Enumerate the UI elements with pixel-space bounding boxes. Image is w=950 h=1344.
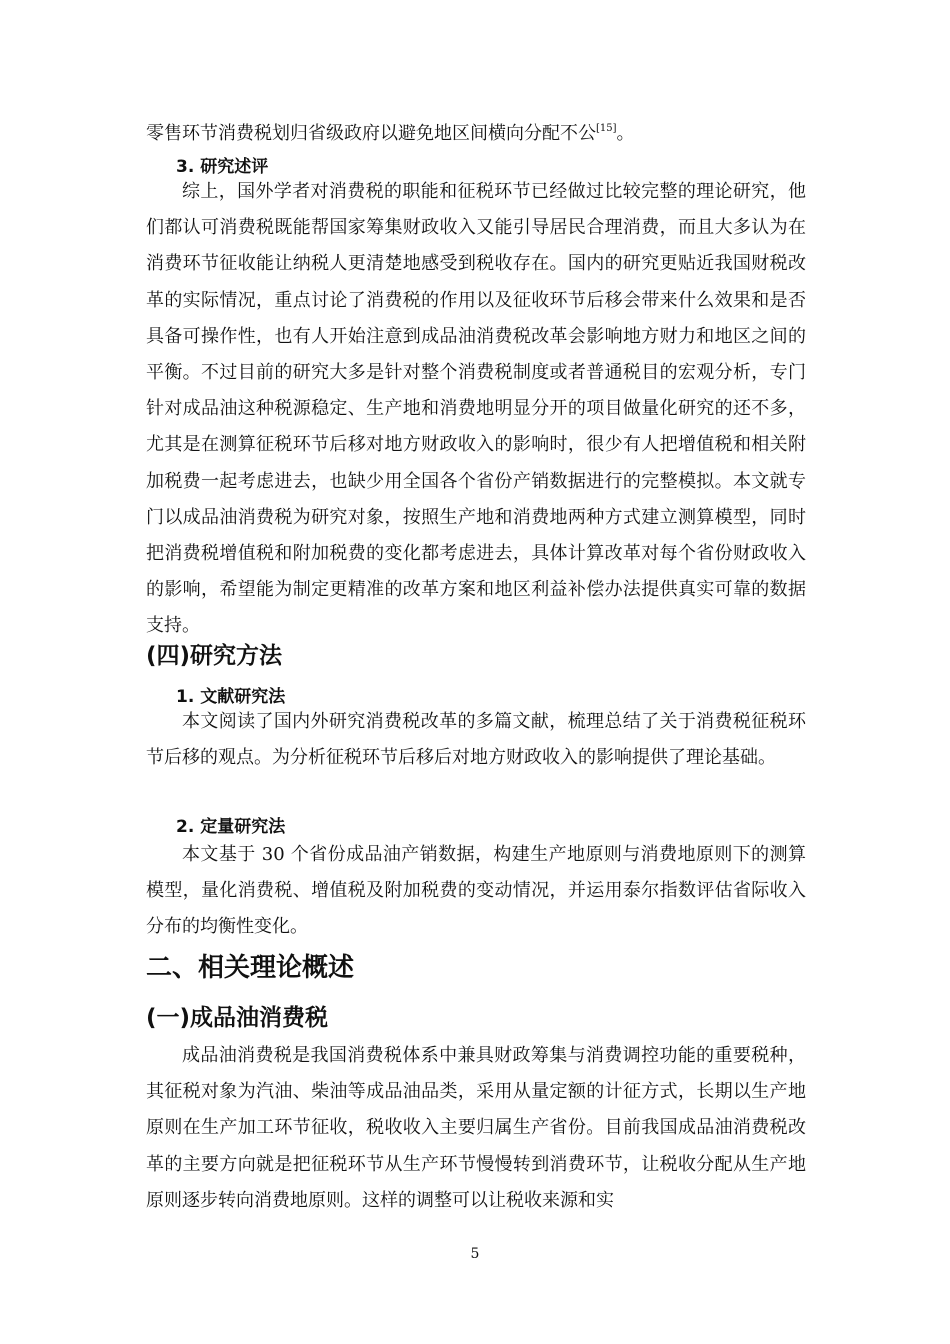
section-heading: (一)成品油消费税 — [146, 1005, 329, 1031]
oil-tax-paragraph: 成品油消费税是我国消费税体系中兼具财政筹集与消费调控功能的重要税种，其征税对象为汽油、柴油等成品油品类，采用从量定额的计征方式，长期以生产地原则在生产加工环节征收，税收收入主要归属生产省份。目前我国成品油消费税改革的主要方向就是把征税环节从生产环节慢慢转到消费环节，让税收分配从生产地原则逐步转向消费地原则。这样的调整可以让税收来源和实 — [146, 1045, 806, 1211]
chapter-heading: 二、相关理论概述 — [146, 953, 355, 983]
top-paragraph-text: 零售环节消费税划归省级政府以避免地区间横向分配不公 — [146, 123, 596, 144]
page-number: 5 — [470, 1246, 480, 1262]
top-paragraph-end: 。 — [616, 123, 635, 144]
top-paragraph — [146, 116, 806, 152]
review-paragraph: 综上，国外学者对消费税的职能和征税环节已经做过比较完整的理论研究，他们都认可消费税既能帮国家筹集财政收入又能引导居民合理消费，而且大多认为在消费环节征收能让纳税人更清楚地感受到税收存在。国内的研究更贴近我国财税改革的实际情况，重点讨论了消费税的作用以及征收环节后移会带来什么效果和是否具备可操作性，也有人开始注意到成品油消费税改革会影响地方财力和地区之间的平衡。不过目前的研究大多是针对整个消费税制度或者普通税目的宏观分析，专门针对成品油这种税源稳定、生产地和消费地明显分开的项目做量化研究的还不多，尤其是在测算征税环节后移对地方财政收入的影响时，很少有人把增值税和相关附加税费一起考虑进去，也缺少用全国各个省份产销数据进行的完整模拟。本文就专门以成品油消费税为研究对象，按照生产地和消费地两种方式建立测算模型，同时把消费税增值税和附加税费的变化都考虑进去，具体计算改革对每个省份财政收入的影响，希望能为制定更精准的改革方案和地区利益补偿办法提供真实可靠的数据支持。 — [146, 181, 806, 637]
quant-method-paragraph: 本文基于 30 个省份成品油产销数据，构建生产地原则与消费地原则下的测算模型，量化消费税、增值税及附加税费的变动情况，并运用泰尔指数评估省际收入分布的均衡性变化。 — [146, 844, 806, 938]
methods-heading: (四)研究方法 — [146, 643, 283, 669]
literature-method-heading: 1. 文献研究法 — [176, 687, 286, 707]
literature-method-paragraph: 本文阅读了国内外研究消费税改革的多篇文献，梳理总结了关于消费税征税环节后移的观点。为分析征税环节后移后对地方财政收入的影响提供了理论基础。 — [146, 711, 806, 769]
quant-method-heading: 2. 定量研究法 — [176, 817, 286, 837]
review-heading: 3. 研究述评 — [176, 157, 269, 177]
citation-ref: [15] — [596, 123, 617, 134]
